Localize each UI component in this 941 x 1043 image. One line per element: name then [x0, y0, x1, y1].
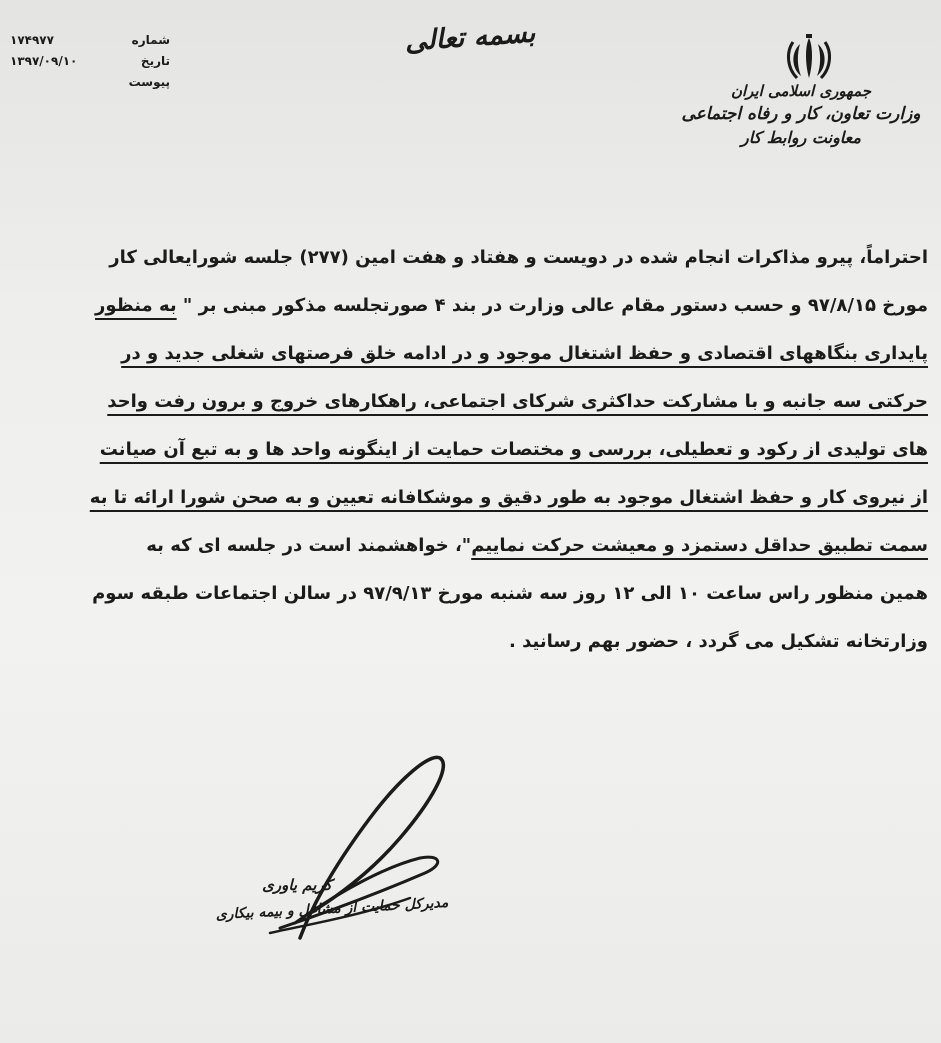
number-label: شماره [131, 33, 170, 47]
date-label: تاریخ [140, 54, 170, 68]
attachment-label: پیوست [128, 75, 170, 89]
number-value: ۱۷۴۹۷۷ [10, 33, 54, 47]
ministry-name: وزارت تعاون، کار و رفاه اجتماعی [681, 104, 921, 124]
body-line-7 [68, 522, 928, 570]
ministry-header [671, 80, 931, 150]
body-line-1: احتراماً، پیرو مذاکرات انجام شده در دویست و هفتاد و هفت امین (۲۷۷) جلسه شورایعالی کار [109, 247, 928, 268]
body-line-8: همین منظور راس ساعت ۱۰ الی ۱۲ روز سه شنبه مورخ ۹۷/۹/۱۳ در سالن اجتماعات طبقه سوم [92, 583, 928, 604]
body-line-7-underlined: سمت تطبیق حداقل دستمزد و معیشت حرکت نماییم [471, 535, 928, 556]
department-name: معاونت روابط کار [741, 128, 861, 147]
attachment-row [10, 72, 170, 93]
body-line-7-plain: "، خواهشمند است در جلسه ای که به [146, 535, 472, 556]
letter-body [68, 234, 928, 666]
body-line-6: از نیروی کار و حفظ اشتغال موجود به طور دقیق و موشکافانه تعیین و به صحن شورا ارائه تا به [89, 487, 928, 508]
signer-block [182, 874, 482, 922]
body-line-4: حرکتی سه جانبه و با مشارکت حداکثری شرکای اجتماعی، راهکارهای خروج و برون رفت واحد [107, 391, 928, 412]
body-line-2 [68, 282, 928, 330]
letter-meta [10, 30, 170, 93]
signer-title: مدیرکل حمایت از مشاغل و بیمه بیکاری [215, 894, 449, 924]
country-name: جمهوری اسلامی ایران [730, 82, 872, 100]
body-line-2-underlined: به منظور [95, 295, 177, 316]
body-line-9: وزارتخانه تشکیل می گردد ، حضور بهم رسانید . [509, 631, 928, 652]
date-value: ۱۳۹۷/۰۹/۱۰ [10, 54, 78, 68]
body-line-5: های تولیدی از رکود و تعطیلی، بررسی و مختصات حمایت از اینگونه واحد ها و به تبع آن صیانت [99, 439, 928, 460]
signer-name: کریم یاوری [262, 876, 332, 894]
date-row [10, 51, 170, 72]
body-line-2-plain: مورخ ۹۷/۸/۱۵ و حسب دستور مقام عالی وزارت در بند ۴ صورتجلسه مذکور مبنی بر " [176, 295, 928, 316]
iran-emblem-icon [785, 34, 833, 84]
basmala-heading: بسمه تعالی [403, 17, 537, 58]
body-line-3: پایداری بنگاههای اقتصادی و حفظ اشتغال موجود و در ادامه خلق فرصتهای شغلی جدید و در [121, 343, 928, 364]
number-row [10, 30, 170, 51]
